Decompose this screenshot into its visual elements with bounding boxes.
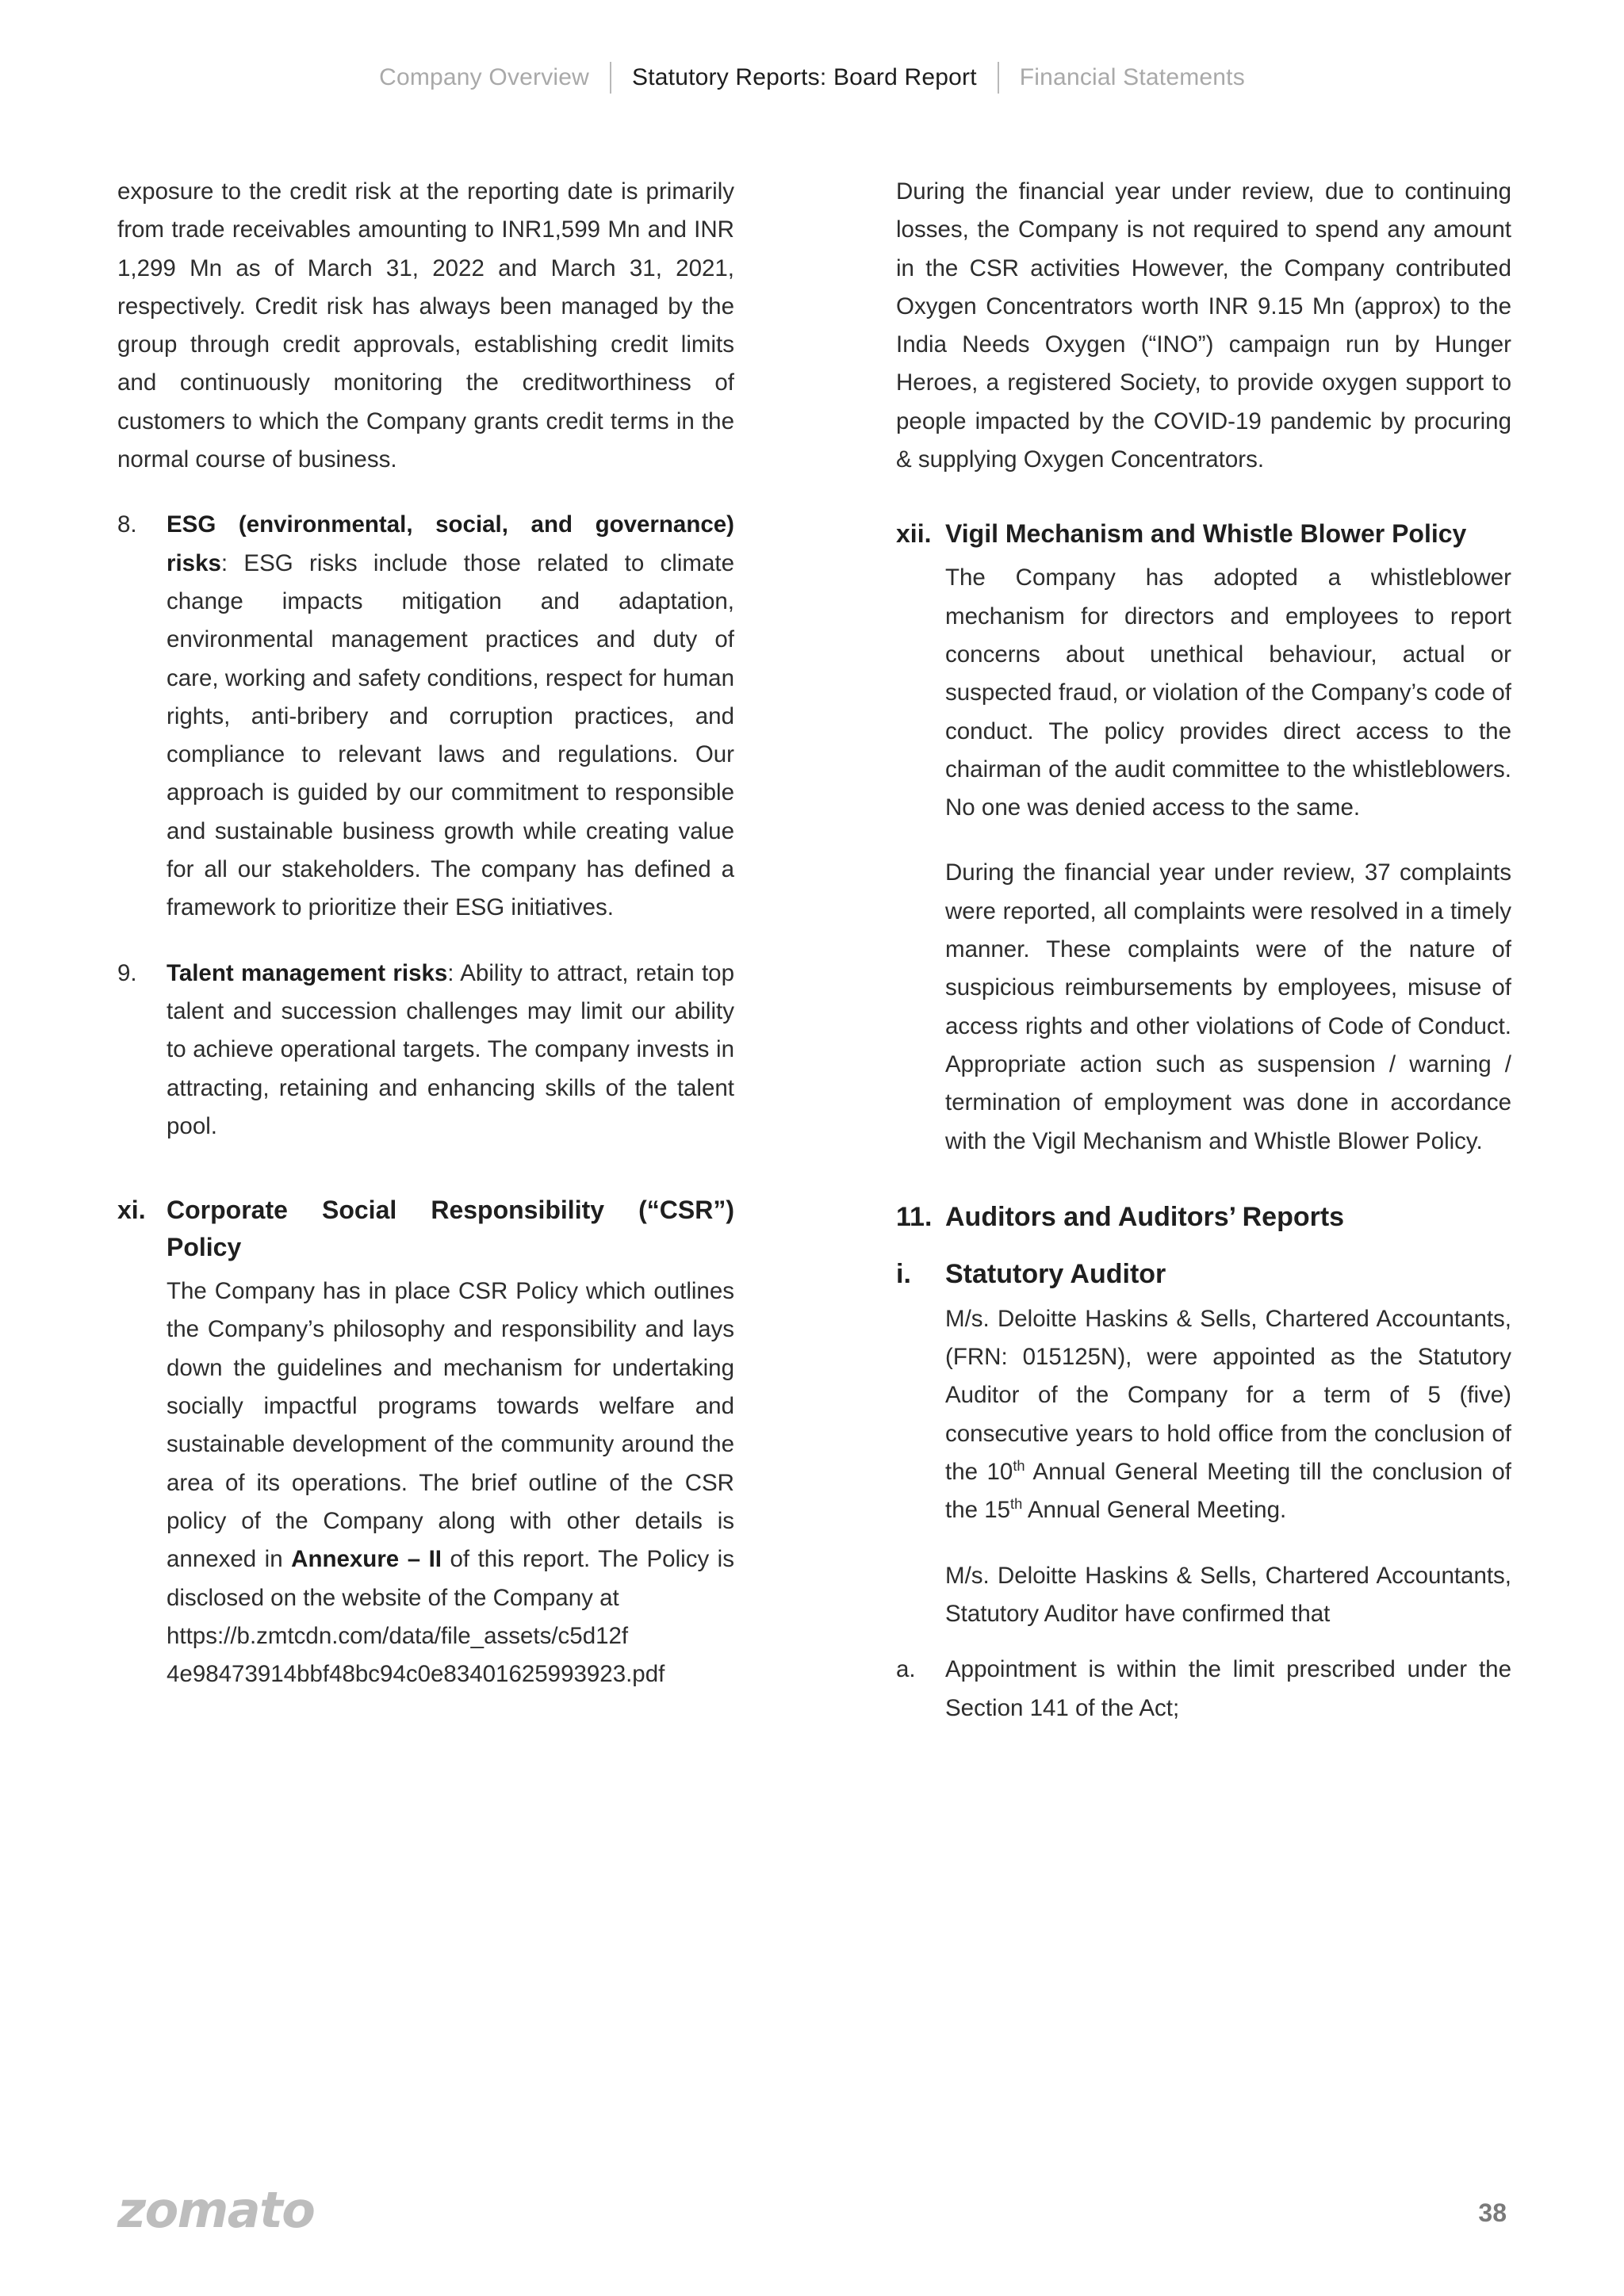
csr-policy-url[interactable]	[167, 1617, 734, 1694]
risk-item-9-lead: Talent management risks	[167, 959, 448, 986]
statutory-auditor-paragraph-1	[945, 1300, 1511, 1530]
csr-policy-paragraph	[167, 1272, 734, 1617]
vigil-section-body	[896, 559, 1511, 1160]
statutory-auditor-body	[896, 1300, 1511, 1633]
header-item-company-overview: Company Overview	[379, 64, 590, 90]
statutory-auditor-marker: i.	[896, 1258, 911, 1289]
sa-p1-mid: Annual General Meeting till the conclusion of the 15	[945, 1459, 1511, 1524]
sa-p1-post: Annual General Meeting.	[1022, 1497, 1287, 1524]
risk-item-9-text	[167, 955, 734, 1146]
risk-item-8	[117, 506, 734, 927]
csr-policy-url-line1: https://b.zmtcdn.com/data/file_assets/c5d12f	[167, 1622, 629, 1649]
vigil-section-title: Vigil Mechanism and Whistle Blower Policy	[945, 519, 1467, 549]
right-column	[812, 173, 1624, 1755]
risk-item-9-rest: : Ability to attract, retain top talent and succession challenges may limit our ability to achieve operational targets. The company invests in attracting, retaining and enhancing skills of the talent pool.	[167, 959, 734, 1139]
vigil-paragraph-1: The Company has adopted a whistleblower mechanism for directors and employees to report concerns about unethical behaviour, actual or suspected fraud, or violation of the Company’s code of conduct. The policy provides direct access to the chairman of the audit committee to the whistleblowers. No one was denied access to the same.	[945, 564, 1511, 821]
credit-risk-paragraph: exposure to the credit risk at the reporting date is primarily from trade receivables amounting to INR1,599 Mn and INR 1,299 Mn as of March 31, 2022 and March 31, 2021, respectively. Credit risk has always been managed by the group through credit approvals, establishing credit limits and continuously monitoring the creditworthiness of customers to which the Company grants credit terms in the normal course of business.	[117, 178, 734, 473]
risk-item-8-rest: : ESG risks include those related to climate change impacts mitigation and adaptation, environmental management practices and duty of care, working and safety conditions, respect for human rights, anti-bribery and corruption practices, and compliance to relevant laws and regulations. Our approach is guided by our commitment to responsible and sustainable business growth while creating value for all our stakeholders. The company has defined a framework to prioritize their ESG initiatives.	[167, 549, 734, 921]
csr-policy-part2: of this report. The Policy is disclosed on the website of the Company at	[167, 1546, 734, 1611]
annexure-reference: Annexure – II	[291, 1546, 442, 1573]
confirmation-item-a-marker: a.	[896, 1656, 916, 1683]
zomato-logo: zomato	[117, 2181, 315, 2239]
csr-section-heading	[117, 1192, 734, 1266]
confirmation-item-a-text: Appointment is within the limit prescribed under the Section 141 of the Act;	[945, 1656, 1511, 1721]
csr-policy-url-line2: 4e98473914bbf48bc94c0e83401625993923.pdf	[167, 1661, 665, 1688]
two-column-body	[0, 173, 1624, 1755]
vigil-section-marker: xii.	[896, 519, 932, 549]
statutory-auditor-paragraph-2: M/s. Deloitte Haskins & Sells, Chartered Accountants, Statutory Auditor have confirmed that	[945, 1562, 1511, 1627]
statutory-auditor-title: Statutory Auditor	[945, 1258, 1166, 1289]
page-footer	[0, 2122, 1624, 2296]
risk-item-8-lead: ESG (environmental, social, and governance) risks	[167, 511, 734, 576]
auditors-section-heading	[896, 1197, 1511, 1237]
vigil-paragraph-2: During the financial year under review, 37 complaints were reported, all complaints were resolved in a timely manner. These complaints were of the nature of suspicious reimbursements by employees, misuse of access rights and other violations of Code of Conduct. Appropriate action such as suspension / warning / termination of employment was done in accordance with the Vigil Mechanism and Whistle Blower Policy.	[945, 859, 1511, 1154]
risk-item-9-marker: 9.	[117, 959, 137, 986]
risk-item-8-marker: 8.	[117, 511, 137, 538]
header-item-statutory-reports: Statutory Reports: Board Report	[632, 64, 977, 90]
confirmation-item-a	[896, 1651, 1511, 1728]
sa-p1-pre: M/s. Deloitte Haskins & Sells, Chartered Accountants, (FRN: 015125N), were appointed as the Statutory Auditor of the Company for a term of 5 (five) consecutive years to hold office from the conclusion of the 10	[945, 1305, 1511, 1486]
left-column	[0, 173, 812, 1755]
running-header	[0, 62, 1624, 94]
csr-section-marker: xi.	[117, 1196, 146, 1225]
statutory-auditor-heading	[896, 1254, 1511, 1294]
csr-spend-paragraph: During the financial year under review, due to continuing losses, the Company is not required to spend any amount in the CSR activities However, the Company contributed Oxygen Concentrators worth INR 9.15 Mn (approx) to the India Needs Oxygen (“INO”) campaign run by Hunger Heroes, a registered Society, to provide oxygen support to people impacted by the COVID-19 pandemic by procuring & supplying Oxygen Concentrators.	[896, 178, 1511, 473]
auditors-section-title: Auditors and Auditors’ Reports	[945, 1201, 1345, 1232]
vigil-section-heading	[896, 515, 1511, 553]
risk-item-8-text	[167, 506, 734, 927]
csr-section-title: Corporate Social Responsibility (“CSR”) Policy	[167, 1196, 734, 1262]
auditors-section-marker: 11.	[896, 1201, 933, 1232]
csr-policy-part1: The Company has in place CSR Policy which outlines the Company’s philosophy and responsibility and lays down the guidelines and mechanism for undertaking socially impactful programs towards welfare and sustainable development of the community around the area of its operations. The brief outline of the CSR policy of the Company along with other details is annexed in	[167, 1278, 734, 1573]
sa-p1-sup-10th: th	[1013, 1457, 1025, 1475]
sa-p1-sup-15th: th	[1010, 1495, 1023, 1513]
risk-item-9	[117, 955, 734, 1146]
csr-section-body	[117, 1272, 734, 1693]
page-number: 38	[1478, 2198, 1507, 2227]
header-item-financial-statements: Financial Statements	[1019, 64, 1245, 90]
